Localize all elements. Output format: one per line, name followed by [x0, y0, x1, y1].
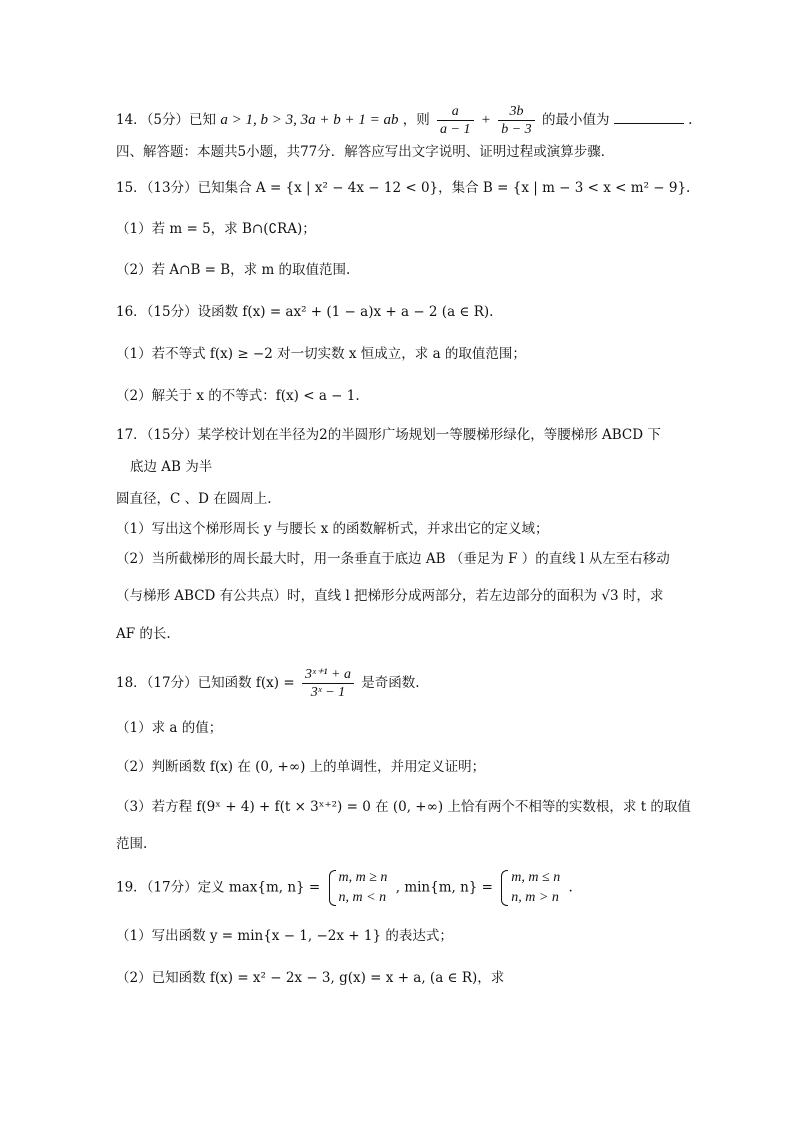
q14-tail: 的最小值为: [541, 112, 610, 128]
q18-fraction-denominator: 3ˣ − 1: [310, 685, 346, 700]
q16-part-1: （1）若不等式 f(x) ≥ −2 对一切实数 x 恒成立，求 a 的取值范围；: [116, 346, 526, 362]
q18-fraction: [302, 666, 354, 701]
q15-part-1: （1）若 m = 5，求 B∩(∁RA)；: [116, 221, 316, 237]
q17-part-2-line-1: （2）当所截梯形的周长最大时，用一条垂直于底边 AB （垂足为 F ）的直线 l 从左至右移动: [116, 551, 670, 567]
q17-stem-line-3: 圆直径，C 、D 在圆周上.: [116, 491, 272, 507]
q14-lead: 14．（5分）已知: [116, 112, 217, 128]
q18-fraction-numerator: 3ˣ⁺¹ + a: [302, 666, 354, 684]
q17-part-1: （1）写出这个梯形周长 y 与腰长 x 的函数解析式，并求出它的定义域；: [116, 521, 549, 537]
q19-mid: , min{m, n} =: [395, 879, 493, 896]
q14-fraction-2: [498, 103, 534, 138]
q18-part-3-line-2: 范围.: [116, 836, 148, 852]
q18-part-1: （1）求 a 的值；: [116, 720, 223, 736]
q14-end: .: [688, 112, 693, 128]
q14-answer-blank: [614, 109, 684, 124]
q14-mid: ，则: [402, 112, 430, 128]
q14-fraction-1-denominator: a − 1: [440, 122, 471, 137]
q17-stem-line-2: 底边 AB 为半: [130, 459, 213, 475]
q19-stem: [116, 868, 573, 908]
q19-min-case-1: m, m ≤ n: [511, 870, 561, 885]
q19-lead: 19．（17分）定义 max{m, n} =: [116, 879, 321, 896]
q14-condition: a > 1, b > 3, 3a + b + 1 = ab: [220, 112, 399, 128]
q19-max-case-2: n, m < n: [338, 890, 387, 905]
section-4-heading: 四、解答题：本题共5小题，共77分．解答应写出文字说明、证明过程或演算步骤．: [116, 144, 615, 160]
q14-fraction-1: [437, 103, 473, 138]
q18-part-2: （2）判断函数 f(x) 在 (0, +∞) 上的单调性，并用定义证明；: [116, 759, 486, 775]
q19-part-2: （2）已知函数 f(x) = x² − 2x − 3, g(x) = x + a, (a ∈ R)，求: [116, 970, 505, 986]
q14-line: [116, 103, 692, 138]
q19-part-1: （1）写出函数 y = min{x − 1, −2x + 1} 的表达式；: [116, 928, 453, 944]
q19-max-cases: [329, 868, 388, 908]
q17-part-2-line-3: AF 的长.: [116, 626, 171, 642]
q14-fraction-2-numerator: 3b: [498, 103, 534, 121]
q19-max-case-1: m, m ≥ n: [338, 870, 388, 885]
q17-part-2-line-2: （与梯形 ABCD 有公共点）时，直线 l 把梯形分成两部分，若左边部分的面积为 √3 时，求: [116, 588, 664, 604]
q19-min-cases: [501, 868, 560, 908]
q16-part-2: （2）解关于 x 的不等式：f(x) < a − 1.: [116, 388, 360, 404]
q15-stem: 15．（13分）已知集合 A = {x | x² − 4x − 12 < 0}，集合 B = {x | m − 3 < x < m² − 9}.: [116, 180, 691, 196]
q14-fraction-1-numerator: a: [437, 103, 473, 121]
q18-lead: 18．（17分）已知函数 f(x) =: [116, 675, 295, 691]
q15-part-2: （2）若 A∩B = B，求 m 的取值范围.: [116, 262, 351, 278]
q19-end: .: [568, 879, 573, 896]
q19-min-case-2: n, m > n: [511, 890, 559, 905]
q17-stem-line-1: 17．（15分）某学校计划在半径为2的半圆形广场规划一等腰梯形绿化，等腰梯形 ABCD 下: [116, 427, 661, 443]
q18-part-3-line-1: （3）若方程 f(9ˣ + 4) + f(t × 3ˣ⁺²) = 0 在 (0, +∞) 上恰有两个不相等的实数根，求 t 的取值: [116, 799, 691, 815]
q14-fraction-2-denominator: b − 3: [501, 122, 532, 137]
q14-plus: +: [480, 112, 491, 128]
q18-tail: 是奇函数.: [361, 675, 420, 691]
q18-stem: [116, 666, 420, 701]
q16-stem: 16．（15分）设函数 f(x) = ax² + (1 − a)x + a − 2 (a ∈ R).: [116, 304, 494, 320]
